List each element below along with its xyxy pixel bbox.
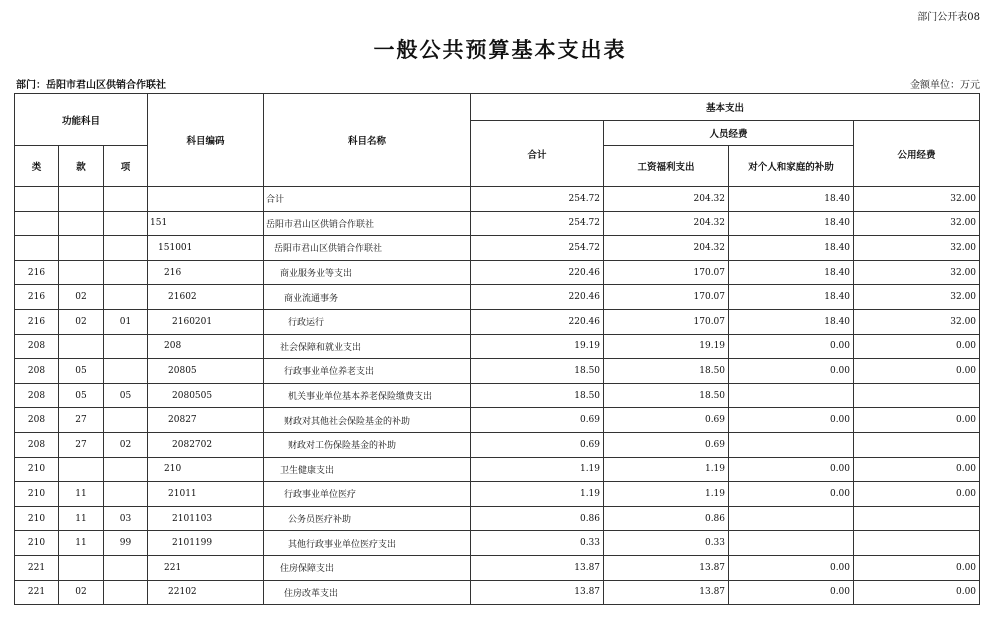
table-row (15, 383, 980, 408)
table-row (15, 334, 980, 359)
cell-salary: 0.33 (604, 531, 729, 556)
cell-public: 32.00 (854, 260, 980, 285)
table-row (15, 555, 980, 580)
cell-xiang (104, 285, 148, 310)
cell-salary: 170.07 (604, 285, 729, 310)
cell-xiang (104, 334, 148, 359)
cell-lei: 208 (15, 383, 59, 408)
header-public: 公用经费 (854, 121, 980, 187)
cell-salary: 0.86 (604, 506, 729, 531)
cell-name: 行政事业单位医疗 (264, 482, 471, 507)
cell-total: 0.69 (471, 432, 604, 457)
cell-code: 221 (148, 555, 264, 580)
cell-subsidy: 0.00 (729, 408, 854, 433)
cell-subsidy: 18.40 (729, 285, 854, 310)
cell-lei: 208 (15, 359, 59, 384)
cell-name: 行政事业单位养老支出 (264, 359, 471, 384)
header-xiang: 项 (104, 146, 148, 187)
cell-kuan: 02 (59, 580, 104, 605)
cell-code: 210 (148, 457, 264, 482)
cell-salary: 13.87 (604, 580, 729, 605)
cell-lei (15, 236, 59, 261)
cell-salary: 170.07 (604, 309, 729, 334)
cell-lei: 216 (15, 260, 59, 285)
cell-public (854, 383, 980, 408)
cell-lei: 210 (15, 506, 59, 531)
cell-code: 2160201 (148, 309, 264, 334)
cell-name: 卫生健康支出 (264, 457, 471, 482)
table-row (15, 580, 980, 605)
cell-subsidy: 0.00 (729, 555, 854, 580)
cell-kuan: 27 (59, 432, 104, 457)
department-label: 部门：岳阳市君山区供销合作联社 (16, 80, 166, 91)
header-lei: 类 (15, 146, 59, 187)
cell-kuan: 02 (59, 309, 104, 334)
cell-lei: 208 (15, 408, 59, 433)
cell-public: 32.00 (854, 285, 980, 310)
table-row (15, 432, 980, 457)
cell-salary: 18.50 (604, 359, 729, 384)
cell-xiang: 99 (104, 531, 148, 556)
table-row (15, 457, 980, 482)
cell-salary: 204.32 (604, 187, 729, 212)
cell-total: 19.19 (471, 334, 604, 359)
cell-public: 0.00 (854, 457, 980, 482)
table-row (15, 236, 980, 261)
cell-name: 公务员医疗补助 (264, 506, 471, 531)
table-row (15, 187, 980, 212)
cell-subsidy: 18.40 (729, 260, 854, 285)
cell-salary: 0.69 (604, 408, 729, 433)
cell-name: 住房改革支出 (264, 580, 471, 605)
cell-lei: 216 (15, 285, 59, 310)
cell-total: 220.46 (471, 285, 604, 310)
cell-kuan (59, 236, 104, 261)
cell-lei (15, 187, 59, 212)
header-total: 合计 (471, 121, 604, 187)
cell-name: 行政运行 (264, 309, 471, 334)
cell-xiang (104, 211, 148, 236)
cell-public: 0.00 (854, 408, 980, 433)
cell-xiang (104, 260, 148, 285)
table-row (15, 506, 980, 531)
cell-public (854, 531, 980, 556)
budget-table (14, 93, 980, 605)
cell-kuan (59, 457, 104, 482)
cell-name: 合计 (264, 187, 471, 212)
cell-public: 0.00 (854, 580, 980, 605)
cell-public: 32.00 (854, 187, 980, 212)
cell-code: 2080505 (148, 383, 264, 408)
cell-code: 208 (148, 334, 264, 359)
cell-xiang (104, 408, 148, 433)
cell-total: 220.46 (471, 260, 604, 285)
cell-subsidy: 0.00 (729, 580, 854, 605)
cell-code (148, 187, 264, 212)
cell-name: 其他行政事业单位医疗支出 (264, 531, 471, 556)
cell-subsidy: 18.40 (729, 309, 854, 334)
cell-code: 22102 (148, 580, 264, 605)
cell-lei: 210 (15, 531, 59, 556)
cell-lei (15, 211, 59, 236)
cell-salary: 170.07 (604, 260, 729, 285)
cell-xiang (104, 482, 148, 507)
cell-code: 21602 (148, 285, 264, 310)
cell-name: 社会保障和就业支出 (264, 334, 471, 359)
cell-name: 商业流通事务 (264, 285, 471, 310)
cell-name: 商业服务业等支出 (264, 260, 471, 285)
form-number: 部门公开表08 (917, 12, 980, 23)
cell-public: 0.00 (854, 359, 980, 384)
cell-public: 0.00 (854, 482, 980, 507)
cell-code: 20805 (148, 359, 264, 384)
cell-lei: 208 (15, 432, 59, 457)
cell-code: 2101103 (148, 506, 264, 531)
table-row (15, 482, 980, 507)
cell-xiang: 03 (104, 506, 148, 531)
cell-total: 254.72 (471, 211, 604, 236)
header-kuan: 款 (59, 146, 104, 187)
header-code: 科目编码 (148, 94, 264, 187)
cell-kuan (59, 555, 104, 580)
cell-subsidy: 18.40 (729, 187, 854, 212)
cell-xiang (104, 236, 148, 261)
cell-xiang (104, 187, 148, 212)
cell-public: 32.00 (854, 211, 980, 236)
cell-salary: 1.19 (604, 482, 729, 507)
cell-kuan (59, 211, 104, 236)
cell-salary: 19.19 (604, 334, 729, 359)
cell-subsidy: 0.00 (729, 482, 854, 507)
cell-kuan (59, 334, 104, 359)
cell-total: 0.33 (471, 531, 604, 556)
cell-subsidy (729, 531, 854, 556)
header-personnel: 人员经费 (604, 121, 854, 146)
table-row (15, 211, 980, 236)
cell-salary: 13.87 (604, 555, 729, 580)
cell-xiang: 01 (104, 309, 148, 334)
amount-unit-label: 金额单位：万元 (910, 80, 980, 91)
header-subsidy: 对个人和家庭的补助 (729, 146, 854, 187)
cell-lei: 216 (15, 309, 59, 334)
cell-subsidy: 0.00 (729, 359, 854, 384)
cell-code: 216 (148, 260, 264, 285)
cell-public: 0.00 (854, 555, 980, 580)
header-name: 科目名称 (264, 94, 471, 187)
cell-kuan: 11 (59, 482, 104, 507)
cell-subsidy: 0.00 (729, 457, 854, 482)
cell-xiang (104, 580, 148, 605)
cell-salary: 0.69 (604, 432, 729, 457)
cell-salary: 204.32 (604, 236, 729, 261)
cell-total: 254.72 (471, 236, 604, 261)
cell-kuan (59, 260, 104, 285)
cell-name: 住房保障支出 (264, 555, 471, 580)
cell-salary: 204.32 (604, 211, 729, 236)
cell-lei: 210 (15, 457, 59, 482)
table-row (15, 260, 980, 285)
cell-lei: 221 (15, 580, 59, 605)
cell-total: 1.19 (471, 457, 604, 482)
cell-public: 32.00 (854, 309, 980, 334)
cell-name: 财政对其他社会保险基金的补助 (264, 408, 471, 433)
cell-total: 18.50 (471, 383, 604, 408)
cell-code: 21011 (148, 482, 264, 507)
cell-total: 13.87 (471, 580, 604, 605)
cell-kuan: 05 (59, 383, 104, 408)
cell-total: 13.87 (471, 555, 604, 580)
cell-total: 0.86 (471, 506, 604, 531)
cell-total: 220.46 (471, 309, 604, 334)
cell-public: 0.00 (854, 334, 980, 359)
cell-subsidy: 18.40 (729, 211, 854, 236)
cell-kuan: 11 (59, 531, 104, 556)
cell-total: 18.50 (471, 359, 604, 384)
cell-subsidy (729, 432, 854, 457)
cell-xiang (104, 555, 148, 580)
table-row (15, 531, 980, 556)
cell-code: 2082702 (148, 432, 264, 457)
cell-code: 151 (148, 211, 264, 236)
cell-subsidy: 18.40 (729, 236, 854, 261)
cell-code: 20827 (148, 408, 264, 433)
cell-xiang: 05 (104, 383, 148, 408)
cell-xiang (104, 457, 148, 482)
table-row (15, 285, 980, 310)
table-row (15, 359, 980, 384)
cell-name: 机关事业单位基本养老保险缴费支出 (264, 383, 471, 408)
header-basic: 基本支出 (471, 94, 980, 121)
cell-xiang: 02 (104, 432, 148, 457)
cell-kuan: 05 (59, 359, 104, 384)
cell-lei: 210 (15, 482, 59, 507)
cell-kuan: 11 (59, 506, 104, 531)
header-salary: 工资福利支出 (604, 146, 729, 187)
cell-name: 岳阳市君山区供销合作联社 (264, 211, 471, 236)
cell-total: 0.69 (471, 408, 604, 433)
page-title: 一般公共预算基本支出表 (373, 37, 627, 62)
cell-name: 岳阳市君山区供销合作联社 (264, 236, 471, 261)
cell-total: 1.19 (471, 482, 604, 507)
cell-subsidy (729, 506, 854, 531)
cell-code: 2101199 (148, 531, 264, 556)
cell-lei: 208 (15, 334, 59, 359)
cell-public (854, 506, 980, 531)
cell-lei: 221 (15, 555, 59, 580)
cell-total: 254.72 (471, 187, 604, 212)
table-row (15, 408, 980, 433)
cell-salary: 1.19 (604, 457, 729, 482)
cell-code: 151001 (148, 236, 264, 261)
cell-kuan: 27 (59, 408, 104, 433)
header-func-subject: 功能科目 (15, 94, 148, 146)
cell-public (854, 432, 980, 457)
cell-salary: 18.50 (604, 383, 729, 408)
cell-name: 财政对工伤保险基金的补助 (264, 432, 471, 457)
cell-kuan (59, 187, 104, 212)
table-row (15, 309, 980, 334)
cell-subsidy: 0.00 (729, 334, 854, 359)
cell-xiang (104, 359, 148, 384)
cell-subsidy (729, 383, 854, 408)
cell-public: 32.00 (854, 236, 980, 261)
cell-kuan: 02 (59, 285, 104, 310)
